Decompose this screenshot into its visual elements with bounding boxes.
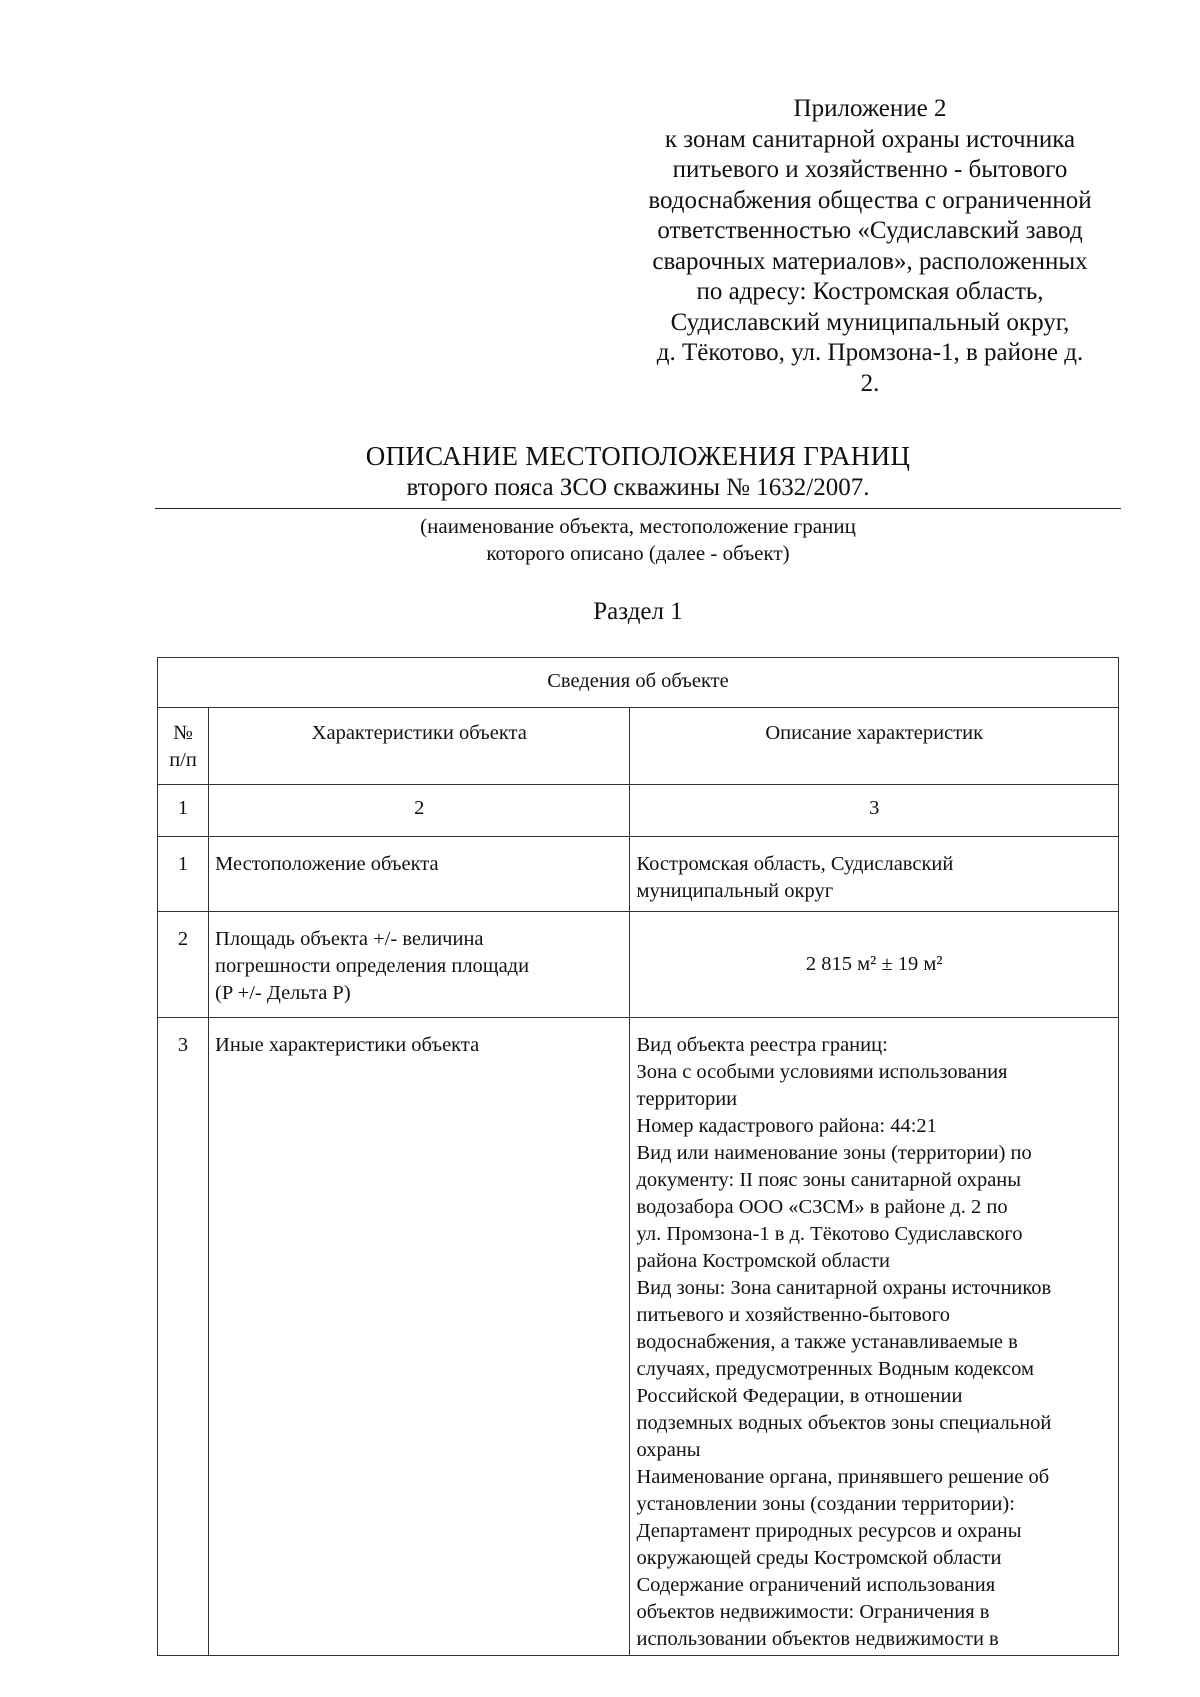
appendix-line: питьевого и хозяйственно - бытового bbox=[672, 156, 1068, 183]
column-index-2: 2 bbox=[209, 785, 630, 837]
description-line: водозабора ООО «СЗСМ» в районе д. 2 по bbox=[636, 1196, 1008, 1218]
column-index-3: 3 bbox=[630, 785, 1119, 837]
table-row bbox=[158, 912, 1119, 1018]
row-number: 3 bbox=[158, 1018, 209, 1656]
column-headers-row bbox=[158, 708, 1119, 785]
characteristic-line: Иные характеристики объекта bbox=[215, 1034, 480, 1056]
column-index-row bbox=[158, 785, 1119, 837]
description-line: случаях, предусмотренных Водным кодексом bbox=[636, 1358, 1034, 1380]
table-header: Сведения об объекте bbox=[158, 658, 1119, 708]
description-line: Департамент природных ресурсов и охраны bbox=[636, 1520, 1022, 1542]
column-header-characteristics-text: Характеристики объекта bbox=[311, 722, 527, 744]
description-line: Зона с особыми условиями использования bbox=[636, 1061, 1008, 1083]
row-description bbox=[630, 1018, 1119, 1656]
description-line: установлении зоны (создании территории): bbox=[636, 1493, 1015, 1515]
column-header-number-line-2: п/п bbox=[169, 749, 197, 771]
column-header-number bbox=[158, 708, 209, 785]
description-line: Содержание ограничений использования bbox=[636, 1574, 996, 1596]
column-header-description bbox=[630, 708, 1119, 785]
column-index-1: 1 bbox=[158, 785, 209, 837]
appendix-line: сварочных материалов», расположенных bbox=[652, 247, 1088, 275]
description-line: Вид или наименование зоны (территории) по bbox=[636, 1142, 1032, 1164]
appendix-line: Приложение 2 bbox=[793, 95, 947, 122]
characteristic-line: Местоположение объекта bbox=[215, 853, 439, 875]
description-line: документу: II пояс зоны санитарной охраны bbox=[636, 1169, 1022, 1191]
appendix-header bbox=[600, 94, 1140, 399]
description-line: территории bbox=[636, 1088, 738, 1110]
appendix-line: ответственностью «Судиславский завод bbox=[657, 217, 1083, 244]
title-main: ОПИСАНИЕ МЕСТОПОЛОЖЕНИЯ ГРАНИЦ bbox=[365, 441, 911, 471]
description-line: Номер кадастрового района: 44:21 bbox=[636, 1115, 937, 1137]
row-description bbox=[630, 837, 1119, 912]
description-line: охраны bbox=[636, 1439, 701, 1461]
table-header-row bbox=[158, 658, 1119, 708]
description-line: муниципальный округ bbox=[636, 880, 834, 902]
description-line: объектов недвижимости: Ограничения в bbox=[636, 1601, 990, 1623]
appendix-line: 2. bbox=[860, 369, 880, 397]
object-info-table bbox=[157, 657, 1119, 1656]
row-characteristic bbox=[209, 837, 630, 912]
column-header-characteristics bbox=[209, 708, 630, 785]
column-header-description-text: Описание характеристик bbox=[765, 722, 984, 744]
table-row bbox=[158, 1018, 1119, 1656]
row-characteristic bbox=[209, 1018, 630, 1656]
description-line: Вид объекта реестра границ: bbox=[636, 1034, 888, 1056]
description-line: водоснабжения, а также устанавливаемые в bbox=[636, 1331, 1018, 1353]
description-line: окружающей среды Костромской области bbox=[636, 1547, 1002, 1569]
description-line: района Костромской области bbox=[636, 1250, 890, 1272]
description-line: ул. Промзона-1 в д. Тёкотово Судиславского bbox=[636, 1223, 1023, 1245]
caption-line-1: (наименование объекта, местоположение границ bbox=[420, 514, 856, 538]
table-row bbox=[158, 837, 1119, 912]
description-line: Вид зоны: Зона санитарной охраны источников bbox=[636, 1277, 1052, 1299]
description-line: Наименование органа, принявшего решение об bbox=[636, 1466, 1050, 1488]
appendix-line: д. Тёкотово, ул. Промзона-1, в районе д. bbox=[656, 339, 1084, 366]
title-sub: второго пояса ЗСО скважины № 1632/2007. bbox=[406, 474, 870, 501]
column-header-number-line-1: № bbox=[173, 722, 193, 744]
row-number: 1 bbox=[158, 837, 209, 912]
row-characteristic bbox=[209, 912, 630, 1018]
appendix-line: Судиславский муниципальный округ, bbox=[670, 308, 1070, 336]
document-title bbox=[155, 440, 1121, 504]
section-title: Раздел 1 bbox=[593, 598, 683, 625]
description-line: использовании объектов недвижимости в bbox=[636, 1628, 999, 1650]
object-caption bbox=[155, 513, 1121, 567]
caption-line-2: которого описано (далее - объект) bbox=[486, 541, 790, 565]
row-description: 2 815 м² ± 19 м² bbox=[630, 912, 1119, 1018]
characteristic-line: Площадь объекта +/- величина bbox=[215, 928, 484, 950]
appendix-line: водоснабжения общества с ограниченной bbox=[648, 186, 1092, 214]
description-line: Костромская область, Судиславский bbox=[636, 853, 954, 875]
appendix-line: к зонам санитарной охраны источника bbox=[664, 125, 1076, 153]
characteristic-line: погрешности определения площади bbox=[215, 955, 530, 977]
description-line: Российской Федерации, в отношении bbox=[636, 1385, 963, 1407]
characteristic-line: (P +/- Дельта P) bbox=[215, 982, 351, 1004]
row-number: 2 bbox=[158, 912, 209, 1018]
title-underline bbox=[155, 508, 1121, 509]
appendix-line: по адресу: Костромская область, bbox=[696, 278, 1044, 305]
description-line: подземных водных объектов зоны специальной bbox=[636, 1412, 1052, 1434]
description-line: питьевого и хозяйственно-бытового bbox=[636, 1304, 951, 1326]
